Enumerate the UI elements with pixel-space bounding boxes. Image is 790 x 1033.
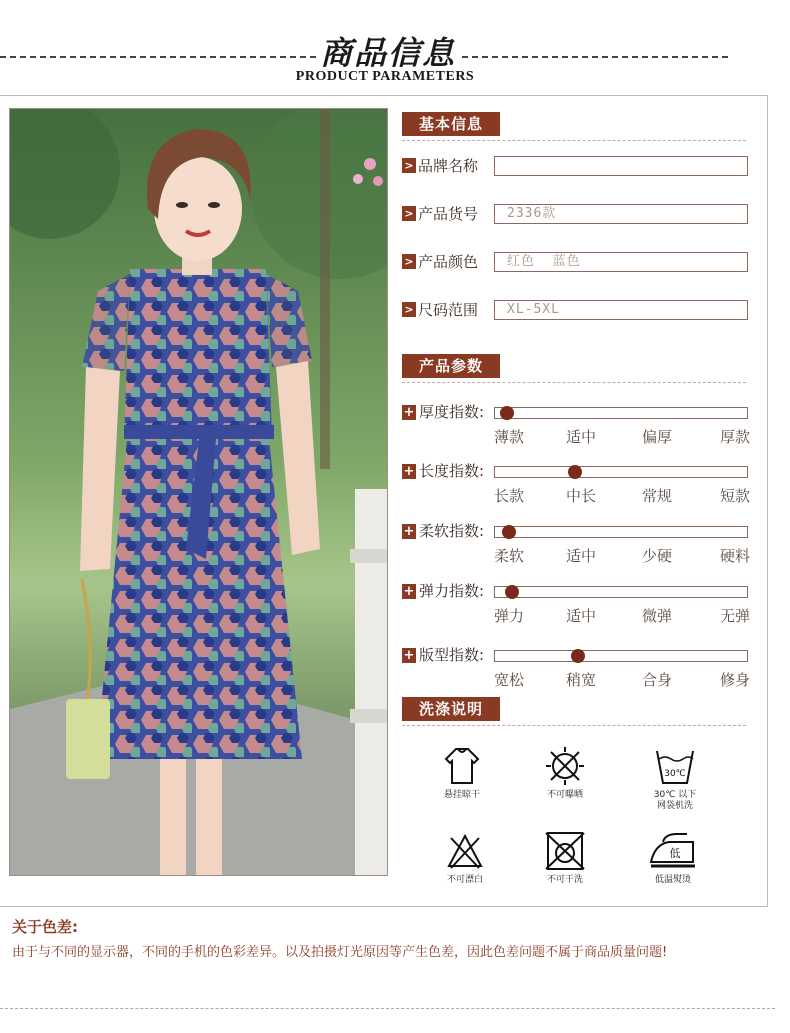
no-dry-clean-icon bbox=[543, 830, 587, 872]
plus-icon: + bbox=[403, 648, 415, 663]
color-note-title: 关于色差: bbox=[12, 918, 78, 936]
header-title-cn: 商品信息 bbox=[320, 34, 457, 72]
machine-wash-30-icon bbox=[653, 745, 697, 787]
header-rule-right bbox=[462, 56, 728, 58]
section-rule-washing bbox=[402, 725, 746, 726]
plus-icon: + bbox=[403, 524, 415, 539]
wash-label: 不可干洗 bbox=[546, 875, 583, 885]
index-label: 弹力指数: bbox=[419, 582, 485, 600]
low-iron-icon bbox=[647, 830, 699, 872]
wash-no-bleach bbox=[430, 830, 500, 902]
index-ticks bbox=[494, 427, 756, 447]
header-title-en: PRODUCT PARAMETERS bbox=[295, 69, 475, 84]
section-basic-info: 基本信息 bbox=[402, 112, 500, 136]
wash-temp-text: 30℃ bbox=[664, 769, 686, 779]
section-parameters: 产品参数 bbox=[402, 354, 500, 378]
info-label: 品牌名称 bbox=[418, 157, 479, 175]
index-row bbox=[402, 402, 752, 448]
no-bleach-icon bbox=[445, 830, 485, 872]
index-tick-label: 长款 bbox=[494, 487, 525, 505]
arrow-right-icon: > bbox=[402, 302, 416, 317]
index-tick-label: 适中 bbox=[566, 547, 597, 565]
arrow-right-icon: > bbox=[402, 206, 416, 221]
index-bar bbox=[494, 526, 748, 538]
index-ticks bbox=[494, 606, 756, 626]
index-row bbox=[402, 461, 752, 507]
index-label: 长度指数: bbox=[419, 462, 485, 480]
info-label: 产品颜色 bbox=[418, 253, 479, 271]
wash-label: 30℃ 以下 网袋机洗 bbox=[653, 790, 697, 811]
index-tick-label: 适中 bbox=[566, 428, 597, 446]
index-label: 版型指数: bbox=[419, 646, 485, 664]
wash-label: 低温熨烫 bbox=[654, 875, 691, 885]
section-rule-params bbox=[402, 382, 746, 383]
index-tick-label: 厚款 bbox=[720, 428, 751, 446]
wash-hang-dry bbox=[427, 745, 497, 817]
index-tick-label: 无弹 bbox=[720, 607, 751, 625]
arrow-right-icon: > bbox=[402, 158, 416, 173]
index-tick-label: 弹力 bbox=[494, 607, 525, 625]
index-bar bbox=[494, 650, 748, 662]
info-row-color bbox=[402, 251, 748, 273]
index-marker bbox=[500, 406, 514, 420]
wash-label: 不可漂白 bbox=[446, 875, 483, 885]
arrow-right-icon: > bbox=[402, 254, 416, 269]
hang-dry-icon bbox=[442, 745, 482, 787]
index-tick-label: 稍宽 bbox=[566, 671, 597, 689]
index-tick-label: 常规 bbox=[642, 487, 673, 505]
info-label: 产品货号 bbox=[418, 205, 479, 223]
index-marker bbox=[571, 649, 585, 663]
wash-machine-30 bbox=[640, 745, 710, 817]
index-row bbox=[402, 645, 752, 691]
index-label: 柔软指数: bbox=[419, 522, 485, 540]
index-tick-label: 合身 bbox=[642, 671, 673, 689]
index-tick-label: 短款 bbox=[720, 487, 751, 505]
info-value-box: 红色 蓝色 bbox=[494, 252, 748, 272]
index-ticks bbox=[494, 486, 756, 506]
index-bar bbox=[494, 466, 748, 478]
index-bar bbox=[494, 586, 748, 598]
index-tick-label: 硬料 bbox=[720, 547, 751, 565]
info-row-item-no bbox=[402, 203, 748, 225]
product-photo bbox=[9, 108, 388, 876]
index-tick-label: 中长 bbox=[566, 487, 597, 505]
section-rule-basic bbox=[402, 140, 746, 141]
model-illustration bbox=[10, 109, 388, 876]
index-tick-label: 适中 bbox=[566, 607, 597, 625]
index-bar bbox=[494, 407, 748, 419]
index-tick-label: 柔软 bbox=[494, 547, 525, 565]
index-row bbox=[402, 521, 752, 567]
info-value-box: 2336款 bbox=[494, 204, 748, 224]
footer-rule bbox=[0, 1008, 775, 1009]
plus-icon: + bbox=[403, 464, 415, 479]
index-tick-label: 修身 bbox=[720, 671, 751, 689]
index-tick-label: 微弹 bbox=[642, 607, 673, 625]
plus-icon: + bbox=[403, 584, 415, 599]
wash-low-iron bbox=[638, 830, 708, 902]
iron-level-text: 低 bbox=[669, 847, 681, 860]
wash-label: 悬挂晾干 bbox=[443, 790, 480, 800]
header-rule-left bbox=[0, 56, 316, 58]
index-tick-label: 宽松 bbox=[494, 671, 525, 689]
info-row-brand bbox=[402, 155, 748, 177]
info-value-box bbox=[494, 156, 748, 176]
info-row-size bbox=[402, 299, 748, 321]
wash-label: 不可曝晒 bbox=[546, 790, 583, 800]
index-ticks bbox=[494, 670, 756, 690]
plus-icon: + bbox=[403, 405, 415, 420]
index-tick-label: 少硬 bbox=[642, 547, 673, 565]
index-tick-label: 薄款 bbox=[494, 428, 525, 446]
index-tick-label: 偏厚 bbox=[642, 428, 673, 446]
wash-no-dry-clean bbox=[530, 830, 600, 902]
index-row bbox=[402, 581, 752, 627]
index-marker bbox=[505, 585, 519, 599]
index-ticks bbox=[494, 546, 756, 566]
wash-no-sun bbox=[530, 745, 600, 817]
section-washing: 洗涤说明 bbox=[402, 697, 500, 721]
info-value-box: XL-5XL bbox=[494, 300, 748, 320]
color-note-text: 由于与不同的显示器，不同的手机的色彩差异。以及拍摄灯光原因等产生色差，因此色差问题不属于商品质量问题! bbox=[12, 945, 668, 960]
no-sun-icon bbox=[543, 745, 587, 787]
index-label: 厚度指数: bbox=[419, 403, 485, 421]
info-label: 尺码范围 bbox=[418, 301, 479, 319]
